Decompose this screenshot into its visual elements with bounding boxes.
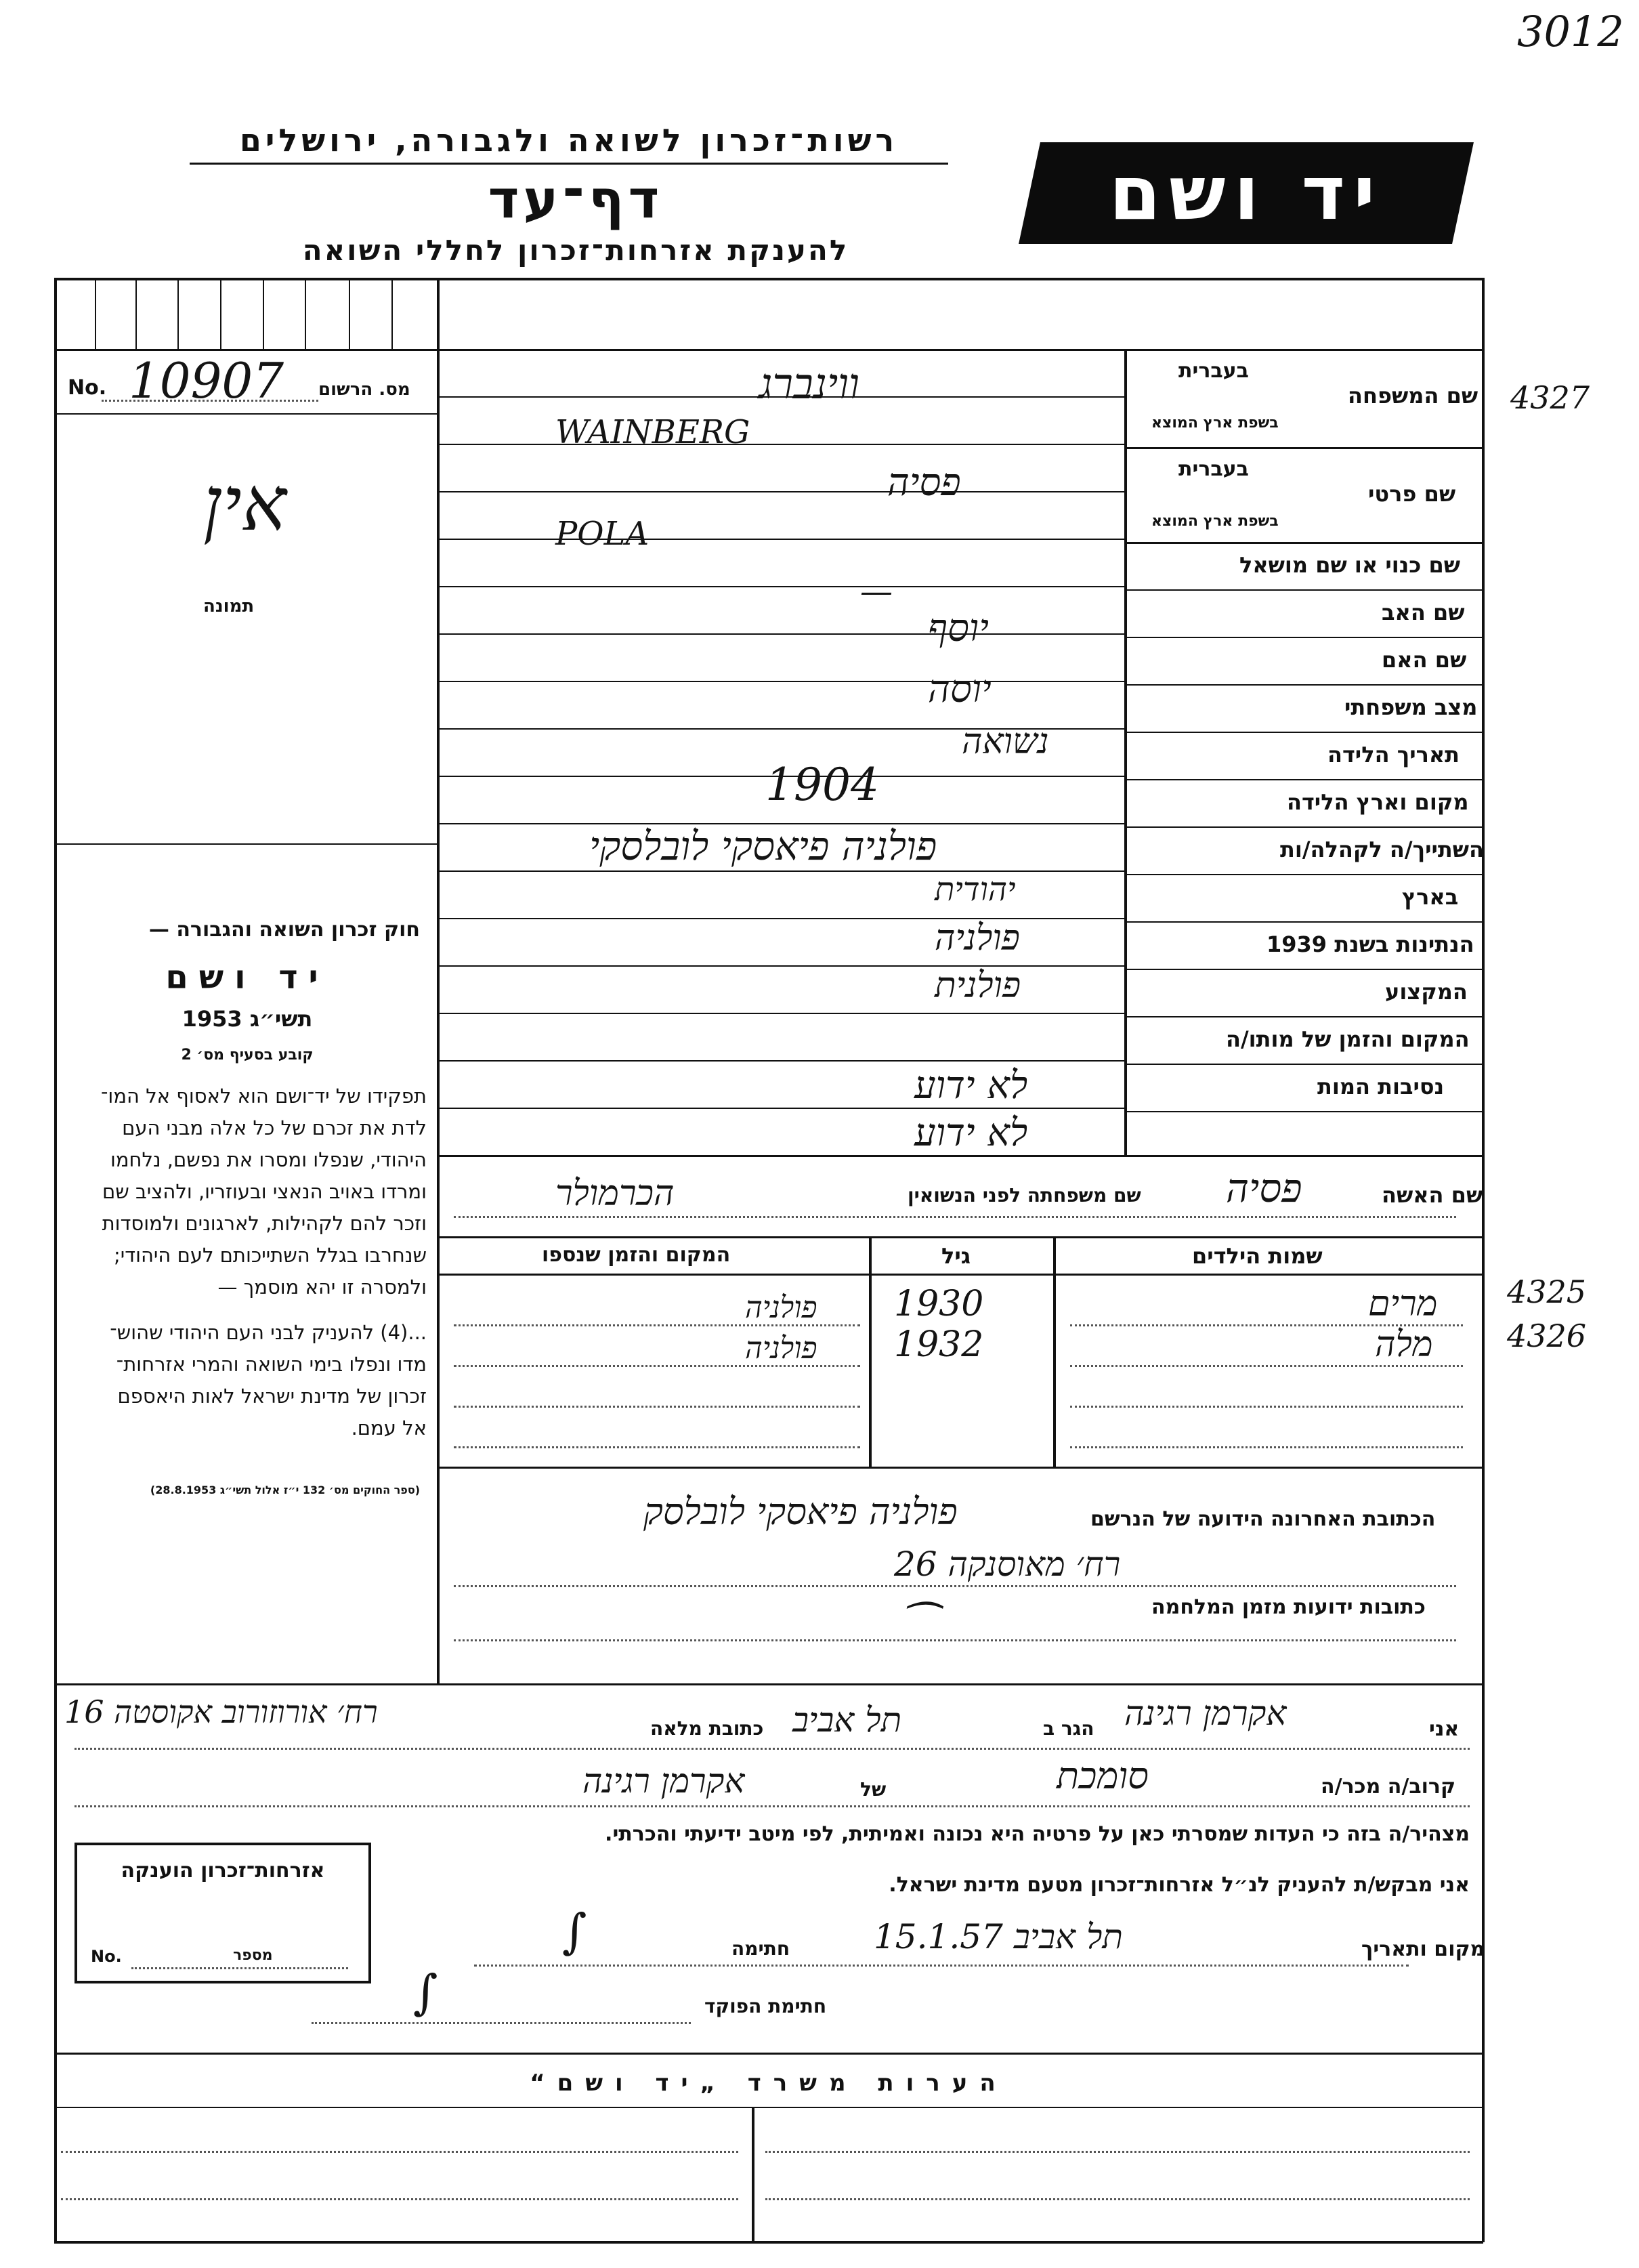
address-dotted-line xyxy=(454,1639,1456,1641)
death-place-value: לא ידוע xyxy=(914,1064,1028,1108)
wartime-address-mark: ⁀ xyxy=(901,1602,934,1650)
marital-status-value: נשואה xyxy=(962,721,1049,762)
maiden-name-label: שם משפחתה לפני הנשואין xyxy=(908,1184,1141,1206)
row-line xyxy=(1124,637,1483,638)
children-place-header: המקום והזמן שנספו xyxy=(542,1243,731,1267)
archive-number: 3012 xyxy=(1517,7,1624,56)
reg-no-prefix: No. xyxy=(68,376,107,400)
nationality-value: פולנית xyxy=(935,965,1021,1006)
grid-cell xyxy=(305,279,306,349)
mother-label: שם האם xyxy=(1382,647,1467,673)
surname-hebrew-sublabel: בעברית xyxy=(1178,359,1249,383)
last-address-label: הכתובת האחרונה הידועה של הנרשם xyxy=(1090,1507,1436,1531)
child-row-line xyxy=(454,1365,860,1367)
children-header-top xyxy=(437,1236,1483,1238)
declarant-address: רח׳ אורוזורוב אקוסטה 16 xyxy=(64,1694,378,1730)
birthplace-label: מקום וארץ הלידה xyxy=(1287,789,1469,815)
child-row-line xyxy=(1070,1406,1463,1408)
row-line xyxy=(1124,826,1483,828)
child-row-line xyxy=(1070,1446,1463,1448)
citizenship-box-line xyxy=(131,1967,348,1969)
death-circumstances-label: נסיבות המות xyxy=(1317,1074,1445,1099)
firstname-hebrew-sublabel: בעברית xyxy=(1178,457,1249,481)
footer-dotted-line xyxy=(765,2151,1470,2153)
death-place-label: המקום והזמן של מותו/ה xyxy=(1226,1026,1470,1052)
officer-dotted-line xyxy=(312,2022,691,2024)
officer-signature-mark: ∫ xyxy=(413,1965,438,2020)
declarant-city: תל אביב xyxy=(792,1700,902,1740)
row-line xyxy=(1124,684,1483,686)
child-row-line xyxy=(1070,1365,1463,1367)
nationality-label: הנתינות בשנת 1939 xyxy=(1266,931,1474,957)
place-date-value: תל אביב 15.1.57 xyxy=(874,1917,1123,1956)
declarant-section-top xyxy=(54,1683,1483,1685)
law-title: חוק זכרון השואה והגבורה — xyxy=(148,918,420,942)
value-line xyxy=(437,965,1124,967)
child-1-place: פולניה xyxy=(745,1290,817,1325)
child-2-margin: 4326 xyxy=(1507,1318,1587,1354)
citizenship-box xyxy=(74,1843,371,1983)
label-column-divider xyxy=(1124,349,1127,1155)
law-year: תשי״ג 1953 xyxy=(182,1006,313,1032)
child-1-age: 1930 xyxy=(894,1284,984,1324)
child-2-name: מלה xyxy=(1375,1324,1433,1365)
value-line xyxy=(437,491,1124,492)
father-label: שם האב xyxy=(1382,600,1465,625)
country-label: בארץ xyxy=(1402,884,1459,910)
footer-line xyxy=(54,2107,1483,2108)
citizenship-box-number-label: מספר xyxy=(233,1947,273,1964)
law-name: יד ושם xyxy=(165,959,329,996)
value-line xyxy=(437,586,1124,587)
place-date-label: מקום ותאריך xyxy=(1361,1937,1485,1961)
of-label: של xyxy=(860,1778,887,1801)
relation-dotted-line xyxy=(74,1805,1470,1807)
declarant-name: אקרמן רגינה xyxy=(1124,1694,1287,1733)
children-age-header: גיל xyxy=(941,1243,971,1269)
signature-label: חתימה xyxy=(731,1937,790,1960)
wartime-address-label: כתובות ידועות מזמן המלחמה xyxy=(1151,1595,1426,1619)
frame-top xyxy=(54,278,1483,280)
child-2-age: 1932 xyxy=(894,1324,984,1365)
community-label: השתייך/ה לקהלה/ות xyxy=(1280,837,1485,862)
footer-dotted-line xyxy=(61,2198,738,2200)
child-1-margin: 4325 xyxy=(1507,1274,1587,1310)
frame-left xyxy=(54,278,57,2242)
reg-line xyxy=(54,413,437,415)
left-header-line xyxy=(437,349,1483,351)
officer-signature-label: חתימת הפוקד xyxy=(704,1995,827,2017)
of-value: אקרמן רגינה xyxy=(582,1761,745,1801)
request-text: אני מבקש/ת להעניק לנ״ל אזרחות־זכרון מטעם מדינת ישראל. xyxy=(889,1873,1470,1897)
form-subtitle: להענקת אזרחות־זכרון לחללי השואה xyxy=(302,234,849,267)
maiden-name-value: הכרמולר xyxy=(555,1173,675,1214)
child-row-line xyxy=(454,1324,860,1326)
row-line xyxy=(1124,732,1483,733)
row-line xyxy=(1124,1064,1483,1065)
value-line xyxy=(437,870,1124,872)
alias-label: שם כנוי או שם מושאל xyxy=(1239,552,1461,578)
full-address-label: כתובת מלאה xyxy=(650,1717,764,1740)
top-strip-line xyxy=(54,349,437,351)
value-line xyxy=(437,1108,1124,1109)
children-col-divider xyxy=(869,1236,872,1467)
last-address-value-2: רח׳ מאוסנקה 26 xyxy=(894,1545,1121,1584)
grid-cell xyxy=(220,279,221,349)
father-value: יוסף xyxy=(928,606,989,650)
law-text: תפקידו של יד־ושם הוא לאסוף אל המו־ לדת את זכרם של כל אלה מבני העם היהודי, שנפלו ומסרו את נפשם, נלחמו ומרדו באויב הנאצי ובעוזריו, ולהציב שם וזכר להם לקהילות, לארגונים ולמוסדות שנחרבו בגלל השתייכותם לעם היהודי; ולמסרה זו יהא מוסמך — ...(4) להעניק לבני העם היהודי שהוש־ מדו ונפלו בימי השואה והמרי אזרחות־ זכרון של מדינת ישראל לאות היאספם אל עמם. xyxy=(100,1085,427,1440)
surname-origin-sublabel: בשפת ארץ המוצא xyxy=(1151,415,1279,432)
declarant-signature-mark: ∫ xyxy=(562,1904,587,1959)
grid-cell xyxy=(177,279,179,349)
last-address-value: פולניה פיאסקי לובלסק xyxy=(643,1490,958,1533)
row-line xyxy=(1124,874,1483,875)
surname-latin-value: WAINBERG xyxy=(555,413,750,451)
value-line xyxy=(437,633,1124,635)
alias-value: — xyxy=(860,572,893,610)
country-value: פולניה xyxy=(935,918,1020,959)
wife-dotted-line xyxy=(454,1216,1456,1218)
declaration-text: מצהיר/ה בזה כי העדות שמסרתי כאן על פרטיה היא נכונה ואמיתית, לפי מיטב ידיעתי והכרתי. xyxy=(605,1822,1470,1846)
birthplace-value: פולניה פיאסקי לובלסקי xyxy=(589,823,937,869)
child-1-name: מרים xyxy=(1368,1284,1438,1324)
value-line xyxy=(437,1013,1124,1014)
declarant-dotted-line xyxy=(74,1748,1470,1750)
row-line xyxy=(1124,1016,1483,1017)
children-header-bottom xyxy=(437,1274,1483,1276)
footer-title: הערות משרד „יד ושם“ xyxy=(530,2070,1008,2097)
surname-label: שם המשפחה xyxy=(1348,383,1478,408)
child-row-line xyxy=(454,1406,860,1408)
row-line xyxy=(1124,921,1483,923)
row-line xyxy=(1124,589,1483,591)
authority-title: רשות־זכרון לשואה ולגבורה, ירושלים xyxy=(239,122,899,159)
photo-label: תמונה xyxy=(203,596,255,616)
reg-no-line xyxy=(102,400,318,402)
wife-row-top xyxy=(437,1155,1483,1157)
community-value: יהודית xyxy=(935,870,1016,908)
grid-cell xyxy=(349,279,350,349)
relation-label: קרוב/ה מכר/ה xyxy=(1321,1775,1456,1799)
firstname-hebrew-value: פסיה xyxy=(887,461,961,505)
value-line xyxy=(437,444,1124,445)
citizenship-box-title: אזרחות־זכרון הוענקה xyxy=(121,1859,325,1883)
photo-section-line xyxy=(54,843,437,845)
law-reference: (ספר החוקים מס׳ 132 י״ז אלול תשי״ג 28.8.1953) xyxy=(150,1484,420,1496)
value-line xyxy=(437,1060,1124,1062)
surname-margin-number: 4327 xyxy=(1510,379,1590,416)
value-line xyxy=(437,539,1124,540)
firstname-origin-sublabel: בשפת ארץ המוצא xyxy=(1151,513,1279,530)
reg-no-value: 10907 xyxy=(129,352,284,409)
grid-cell xyxy=(95,279,96,349)
mother-value: יוסה xyxy=(928,667,992,711)
header-rule xyxy=(190,163,948,165)
surname-hebrew-value: ווינברג xyxy=(759,359,859,408)
left-column-divider xyxy=(437,278,440,1683)
wife-label: שם האשה xyxy=(1382,1182,1483,1208)
grid-cell xyxy=(135,279,137,349)
yad-vashem-logo: יד ושם xyxy=(1019,142,1474,244)
footer-top xyxy=(54,2053,1483,2055)
profession-label: המקצוע xyxy=(1385,979,1468,1005)
wife-value: פסיה xyxy=(1226,1165,1302,1211)
address-section-top xyxy=(437,1467,1483,1469)
row-line xyxy=(1124,542,1483,544)
form-title: דף־עד xyxy=(488,169,664,230)
birthdate-value: 1904 xyxy=(765,759,879,811)
citizenship-box-no: No. xyxy=(91,1947,122,1966)
footer-dotted-line xyxy=(61,2151,738,2153)
law-section: קובע בסעיף מס׳ 2 xyxy=(181,1047,314,1064)
child-row-line xyxy=(454,1446,860,1448)
declarant-prefix: אני xyxy=(1429,1717,1460,1741)
birthdate-label: תאריך הלידה xyxy=(1327,742,1460,768)
child-2-place: פולניה xyxy=(745,1331,817,1366)
firstname-label: שם פרטי xyxy=(1368,481,1456,507)
lives-in-label: הגר ב xyxy=(1043,1717,1094,1740)
footer-dotted-line xyxy=(765,2198,1470,2200)
firstname-latin-value: POLA xyxy=(555,515,650,553)
row-line xyxy=(1124,779,1483,780)
value-line xyxy=(437,918,1124,919)
children-col-divider xyxy=(1053,1236,1056,1467)
death-circumstances-value: לא ידוע xyxy=(914,1111,1028,1155)
footer-divider xyxy=(752,2107,754,2242)
value-line xyxy=(437,681,1124,682)
marital-status-label: מצב משפחתי xyxy=(1344,694,1478,720)
place-date-dotted-line xyxy=(474,1965,1409,1967)
row-line xyxy=(1124,447,1483,449)
grid-cell xyxy=(391,279,393,349)
row-line xyxy=(1124,1111,1483,1112)
address-dotted-line xyxy=(454,1585,1456,1587)
row-line xyxy=(1124,969,1483,970)
reg-no-label: מס. הרשום xyxy=(318,379,410,400)
frame-bottom xyxy=(54,2241,1483,2244)
relation-value: סומכת xyxy=(1057,1755,1149,1797)
grid-cell xyxy=(263,279,264,349)
children-names-header: שמות הילדים xyxy=(1192,1243,1323,1269)
photo-note: אין xyxy=(203,461,286,547)
